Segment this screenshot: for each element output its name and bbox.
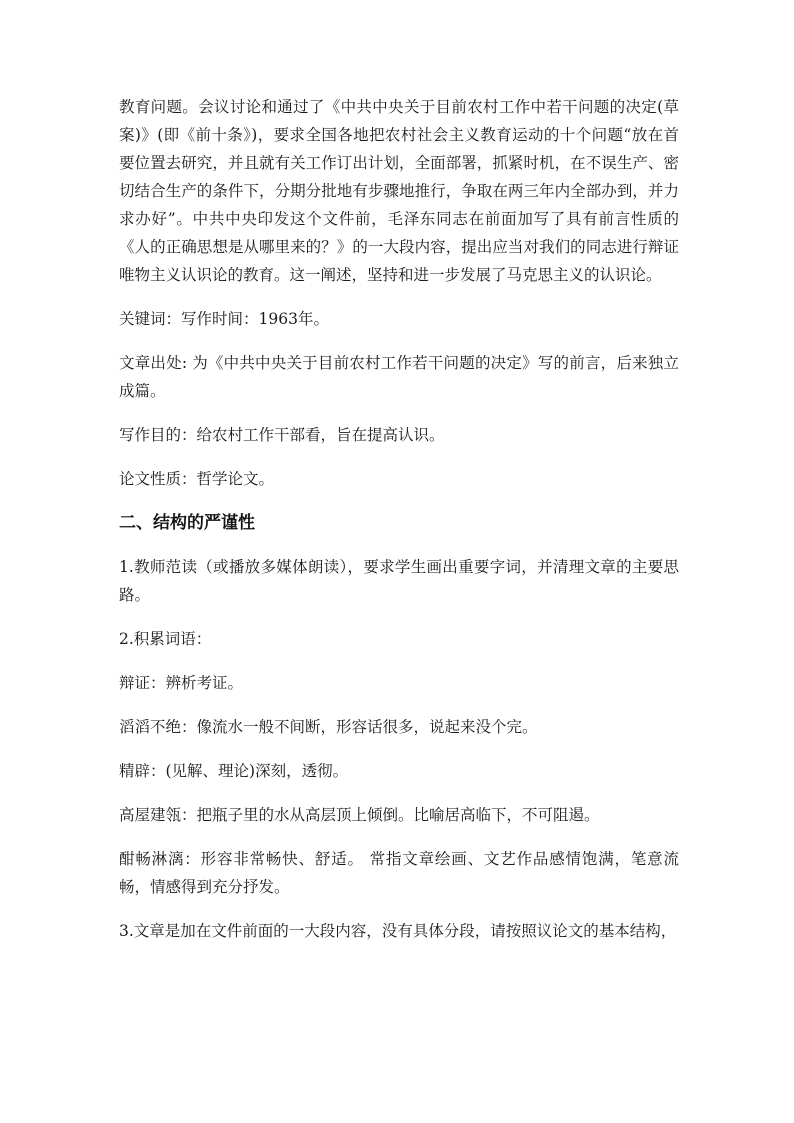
document-body [119, 93, 679, 945]
source-line: 文章出处: 为《中共中央关于目前农村工作若干问题的决定》写的前言，后来独立成篇。 [119, 354, 679, 400]
vocab-item: 酣畅淋漓：形容非常畅快、舒适。 常指文章绘画、文艺作品感情饱满，笔意流畅，情感得到充分抒发。 [119, 850, 679, 896]
step-2: 2.积累词语： [119, 630, 212, 648]
nature-line: 论文性质：哲学论文。 [119, 470, 275, 488]
keywords-line: 关键词：写作时间：1963年。 [119, 310, 329, 328]
vocab-item: 滔滔不绝：像流水一般不间断，形容话很多，说起来没个完。 [119, 718, 538, 736]
step-1: 1.教师范读（或播放多媒体朗读），要求学生画出重要字词，并清理文章的主要思路。 [119, 558, 679, 604]
step-3: 3.文章是加在文件前面的一大段内容，没有具体分段，请按照议论文的基本结构， [119, 922, 677, 940]
section-heading: 二、结构的严谨性 [119, 513, 255, 533]
vocab-item: 高屋建瓴：把瓶子里的水从高层顶上倾倒。比喻居高临下，不可阻遏。 [119, 806, 600, 824]
vocab-item: 辩证：辨析考证。 [119, 674, 244, 692]
vocab-item: 精辟：(见解、理论)深刻，透彻。 [119, 762, 349, 780]
intro-paragraph: 教育问题。会议讨论和通过了《中共中央关于目前农村工作中若干问题的决定(草案)》(即《前十条》)，要求全国各地把农村社会主义教育运动的十个问题“放在首要位置去研究，并且就有关工作订出计划，全面部署，抓紧时机，在不误生产、密切结合生产的条件下，分期分批地有步骤地推行，争取在两三年内全部办到，并力求办好”。中共中央印发这个文件前，毛泽东同志在前面加写了具有前言性质的《人的正确思想是从哪里来的？》的一大段内容，提出应当对我们的同志进行辩证唯物主义认识论的教育。这一阐述，坚持和进一步发展了马克思主义的认识论。 [119, 98, 679, 284]
purpose-line: 写作目的：给农村工作干部看，旨在提高认识。 [119, 426, 445, 444]
